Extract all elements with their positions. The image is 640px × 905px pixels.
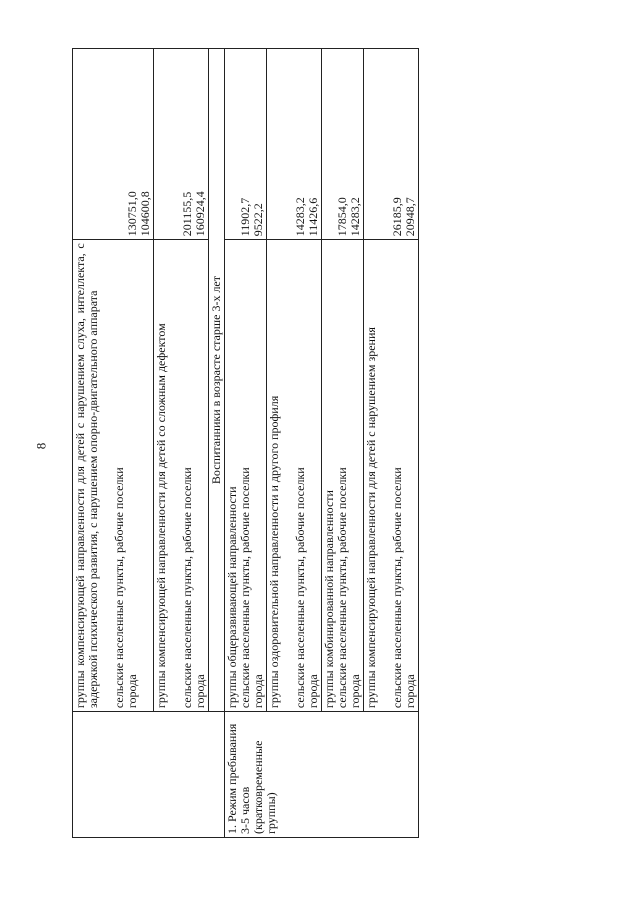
value-rural: 26185,9: [390, 197, 404, 237]
rotated-table-sheet: [72, 48, 572, 838]
value-cell: [154, 49, 209, 240]
group-description: [73, 240, 154, 712]
table-row: [73, 49, 154, 838]
value-cell: [322, 49, 364, 240]
settlement-label: города: [403, 674, 417, 709]
settlement-label: сельские населенные пункты, рабочие поселки: [238, 467, 252, 709]
value-city: 104600,8: [138, 191, 152, 237]
settlement-label: сельские населенные пункты, рабочие поселки: [390, 467, 404, 709]
settlement-label: сельские населенные пункты, рабочие поселки: [112, 467, 126, 709]
settlement-label: города: [251, 674, 265, 709]
value-city: 14283,2: [348, 197, 362, 237]
value-rural: 130751,0: [125, 191, 139, 237]
regime-cell: 1. Режим пребывания 3-5 часов (кратковременные группы): [225, 712, 419, 838]
group-label: группы оздоровительной направленности и другого профиля: [267, 395, 281, 709]
regime-cell-empty: [73, 712, 225, 838]
group-label: группы компенсирующей направленности для детей с нарушением зрения: [364, 327, 378, 709]
value-rural: 11902,7: [238, 197, 252, 237]
group-label: группы общеразвивающей направленности: [225, 486, 239, 709]
value-city: 9522,2: [251, 203, 265, 237]
norms-table: [72, 48, 419, 838]
settlement-label: города: [125, 674, 139, 709]
value-cell: [73, 49, 154, 240]
group-description: [322, 240, 364, 712]
settlement-label: сельские населенные пункты, рабочие поселки: [180, 467, 194, 709]
table-row: [225, 49, 267, 838]
value-rural: 17854,0: [335, 197, 349, 237]
settlement-label: сельские населенные пункты, рабочие поселки: [335, 467, 349, 709]
settlement-label: сельские населенные пункты, рабочие поселки: [293, 467, 307, 709]
group-description: [225, 240, 267, 712]
group-description: [364, 240, 419, 712]
value-rural: 201155,5: [180, 191, 194, 237]
group-label: группы компенсирующей направленности для детей со сложным дефектом: [154, 323, 168, 709]
settlement-label: города: [193, 674, 207, 709]
value-city: 160924,4: [193, 191, 207, 237]
value-city: 20948,7: [403, 197, 417, 237]
value-city: 11426,6: [306, 197, 320, 237]
section-header: Воспитанники в возрасте старше 3-х лет: [209, 49, 225, 712]
settlement-label: города: [306, 674, 320, 709]
group-label: группы компенсирующей направленности для детей с нарушением слуха, интеллекта, с задержкой психического развития, с нарушением опорно-двигательного аппарата: [73, 243, 100, 709]
value-cell: [225, 49, 267, 240]
value-cell: [364, 49, 419, 240]
group-description: [267, 240, 322, 712]
value-cell: [267, 49, 322, 240]
value-rural: 14283,2: [293, 197, 307, 237]
settlement-label: города: [348, 674, 362, 709]
group-description: [154, 240, 209, 712]
page-number: 8: [33, 442, 49, 450]
group-label: группы комбинированной направленности: [322, 490, 336, 709]
